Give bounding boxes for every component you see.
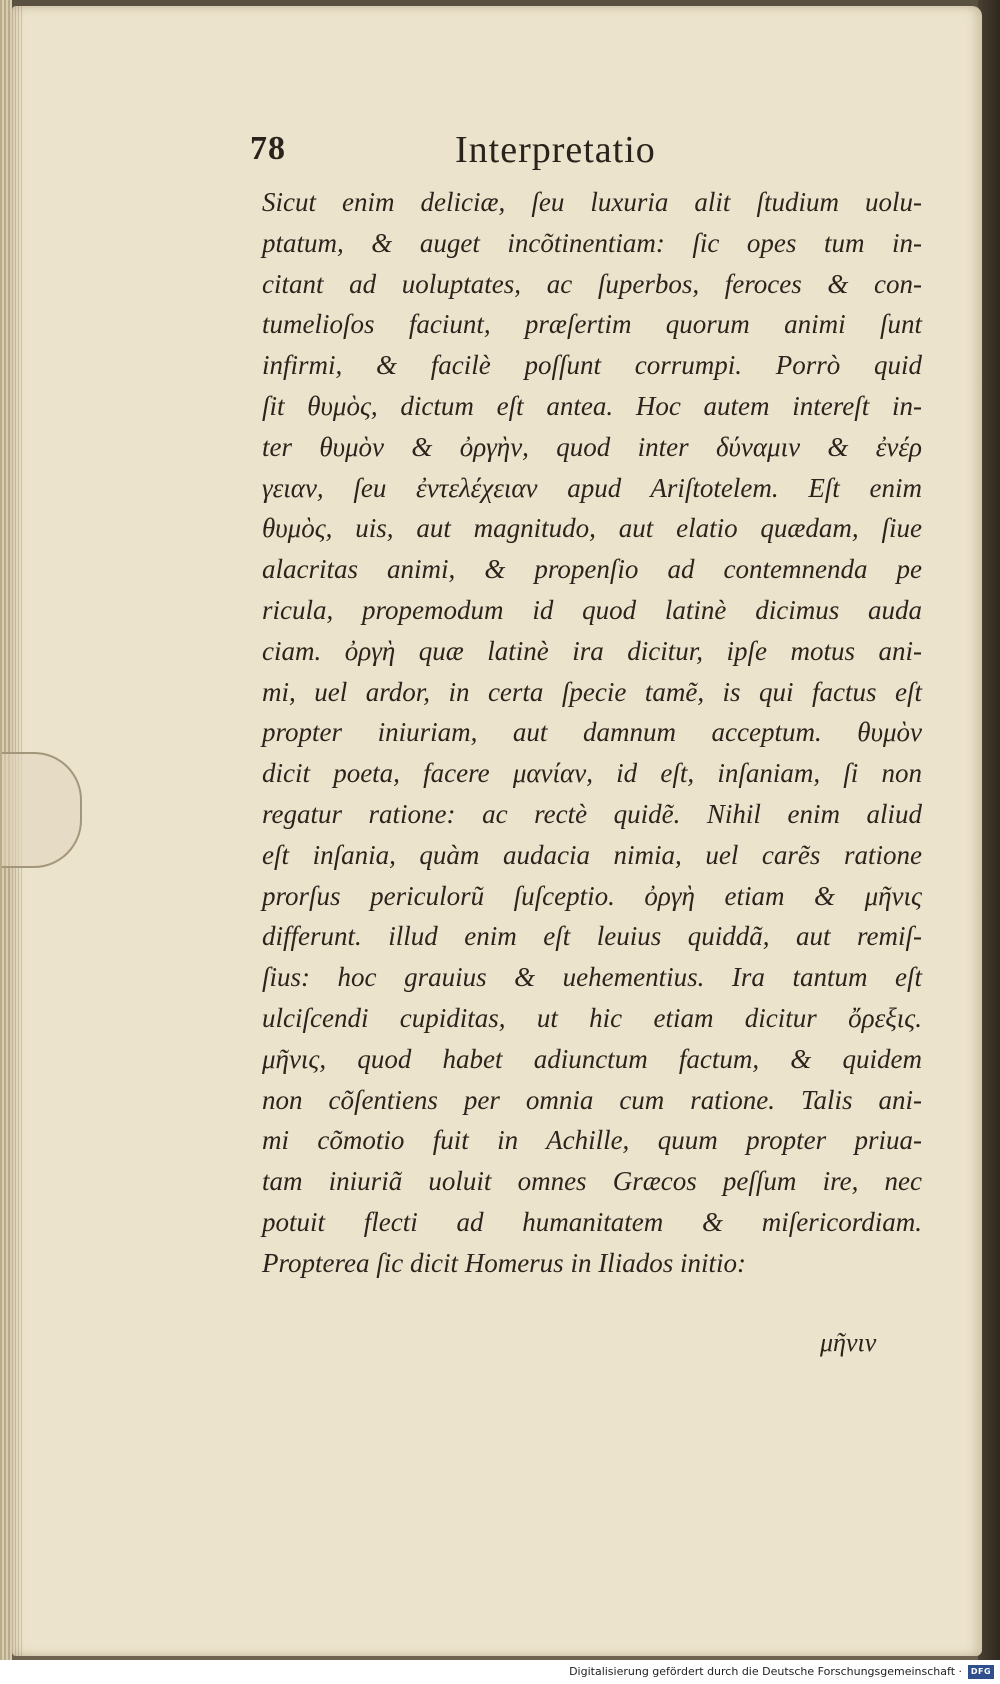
text-line: ptatum, & auget incõtinentiam: ſic opes tum in- <box>262 227 922 258</box>
text-line: mi, uel ardor, in certa ſpecie tamẽ, is qui factus eſt <box>262 676 922 707</box>
page-clip-icon <box>2 752 82 868</box>
text-line: γειαν, ſeu ἐντελέχειαν apud Ariſtotelem. Eſt enim <box>262 472 922 503</box>
text-line: tam iniuriã uoluit omnes Græcos peſſum ire, nec <box>262 1166 922 1197</box>
text-line: non cõſentiens per omnia cum ratione. Talis ani- <box>262 1084 922 1115</box>
dfg-logo-icon: DFG <box>968 1665 994 1679</box>
text-line: Sicut enim deliciæ, ſeu luxuria alit ſtudium uolu- <box>262 187 922 217</box>
text-line: mi cõmotio fuit in Achille, quum propter priua- <box>262 1125 922 1156</box>
text-line: Propterea ſic dicit Homerus in Iliados initio: <box>262 1247 746 1278</box>
page-header <box>250 130 720 182</box>
body-text <box>262 182 922 1284</box>
footer-credit: Digitalisierung gefördert durch die Deutsche Forschungsgemeinschaft · <box>569 1665 962 1678</box>
text-line: ciam. ὀργὴ quæ latinè ira dicitur, ipſe motus ani- <box>262 635 922 666</box>
text-line: dicit poeta, facere μανίαν, id eſt, inſaniam, ſi non <box>262 758 922 789</box>
text-line: θυμὸς, uis, aut magnitudo, aut elatio quædam, ſiue <box>262 513 922 544</box>
text-line: ſit θυμὸς, dictum eſt antea. Hoc autem intereſt in- <box>262 390 922 421</box>
text-line: alacritas animi, & propenſio ad contemnenda pe <box>262 554 922 585</box>
text-line: eſt inſania, quàm audacia nimia, uel carẽs ratione <box>262 839 922 870</box>
text-line: differunt. illud enim eſt leuius quiddã, aut remiſ- <box>262 921 922 952</box>
text-line: μῆνις, quod habet adiunctum factum, & quidem <box>262 1043 922 1074</box>
text-line: ſius: hoc grauius & uehementius. Ira tantum eſt <box>262 962 922 993</box>
footer <box>0 1662 1000 1684</box>
text-line: regatur ratione: ac rectè quidẽ. Nihil enim aliud <box>262 798 922 829</box>
text-line: potuit flecti ad humanitatem & miſericordiam. <box>262 1206 922 1237</box>
text-line: ulciſcendi cupiditas, ut hic etiam dicitur ὄρεξις. <box>262 1002 922 1033</box>
text-line: ricula, propemodum id quod latinè dicimus auda <box>262 594 922 625</box>
text-line: ter θυμὸν & ὀργὴν, quod inter δύναμιν & ἐνέρ <box>262 431 922 462</box>
text-line: infirmi, & facilè poſſunt corrumpi. Porrò quid <box>262 350 922 381</box>
text-line: tumelioſos faciunt, præſertim quorum animi ſunt <box>262 309 922 340</box>
text-line: propter iniuriam, aut damnum acceptum. θυμὸν <box>262 717 922 748</box>
text-line: citant ad uoluptates, ac ſuperbos, feroces & con- <box>262 268 922 299</box>
catchword: μῆνιν <box>820 1328 877 1357</box>
running-title: Interpretatio <box>455 129 656 171</box>
page-number: 78 <box>250 130 286 167</box>
text-line: prorſus periculorũ ſuſceptio. ὀργὴ etiam & μῆνις <box>262 880 922 911</box>
